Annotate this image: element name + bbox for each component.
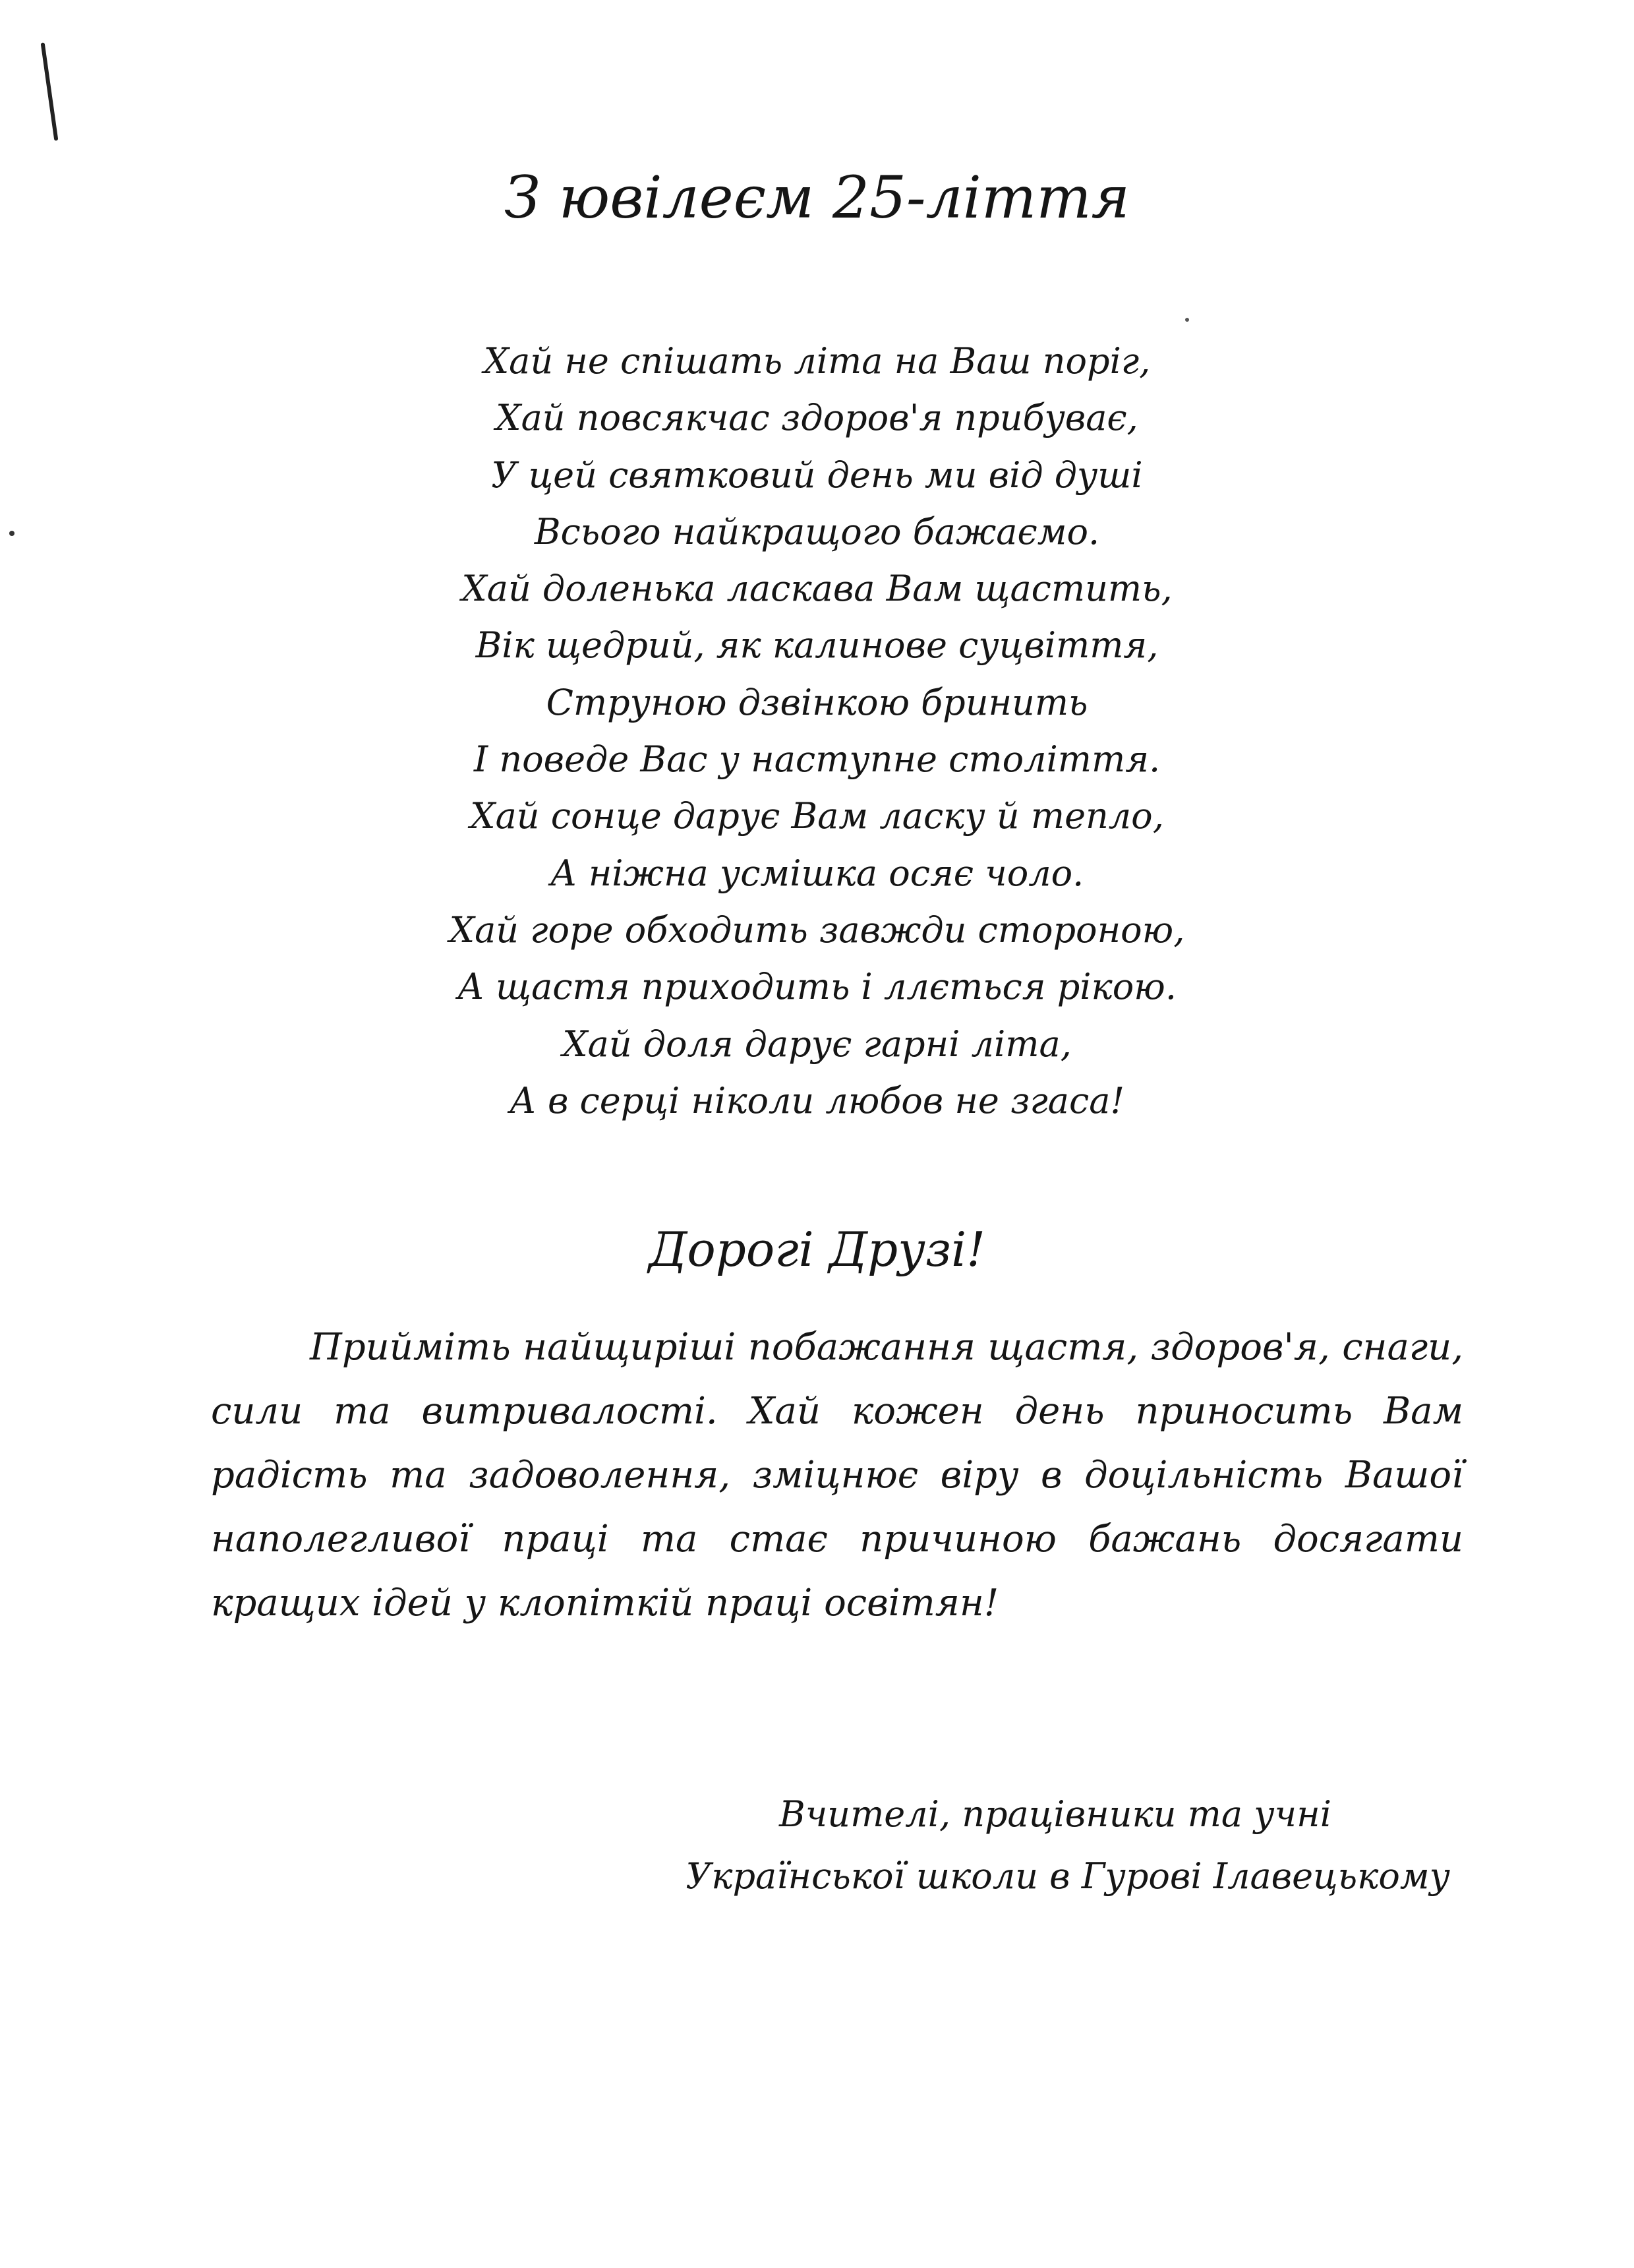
poem-line: А ніжна усмішка осяє чоло. [550,852,1084,894]
poem-line: І поведе Вас у наступне століття. [473,738,1161,781]
poem-line: А щастя приходить і ллється рікою. [457,966,1177,1008]
message-paragraph: Прийміть найщиріші побажання щастя, здоров'я, снаги, сили та витривалості. Хай кожен день приносить Вам радість та задоволення, зміцнює віру в доцільність Вашої наполегливої праці та стає причиною бажань досягати кращих ідей у клопіткій праці освітян! [211,1326,1463,1625]
signature-line: Української школи в Гурові Ілавецькому [686,1855,1450,1897]
poem-line: Хай доля дарує гарні літа, [562,1023,1072,1065]
poem-line: Вік щедрий, як калинове суцвіття, [475,624,1159,667]
poem-line: Хай горе обходить завжди стороною, [449,909,1185,951]
poem-line: Хай повсякчас здоров'я прибуває, [496,397,1138,439]
poem-line: Хай доленька ласкава Вам щастить, [461,568,1173,610]
poem-line: А в серці ніколи любов не згаса! [509,1079,1125,1121]
signature-line: Вчителі, працівники та учні [779,1793,1331,1835]
poem [0,333,1634,1129]
scan-speck [1185,318,1189,322]
document-title: З ювілеєм 25-ліття [504,164,1130,231]
poem-line: Струною дзвінкою бринить [546,681,1088,723]
poem-line: Хай не спішать літа на Ваш поріг, [483,340,1151,382]
poem-line: Всього найкращого бажаємо. [534,510,1100,552]
poem-line: Хай сонце дарує Вам ласку й тепло, [470,795,1164,837]
scan-pen-mark [41,42,59,140]
poem-line: У цей святковий день ми від душі [491,454,1143,496]
greeting-heading: Дорогі Друзі! [648,1222,986,1277]
signature [0,1783,1450,1907]
